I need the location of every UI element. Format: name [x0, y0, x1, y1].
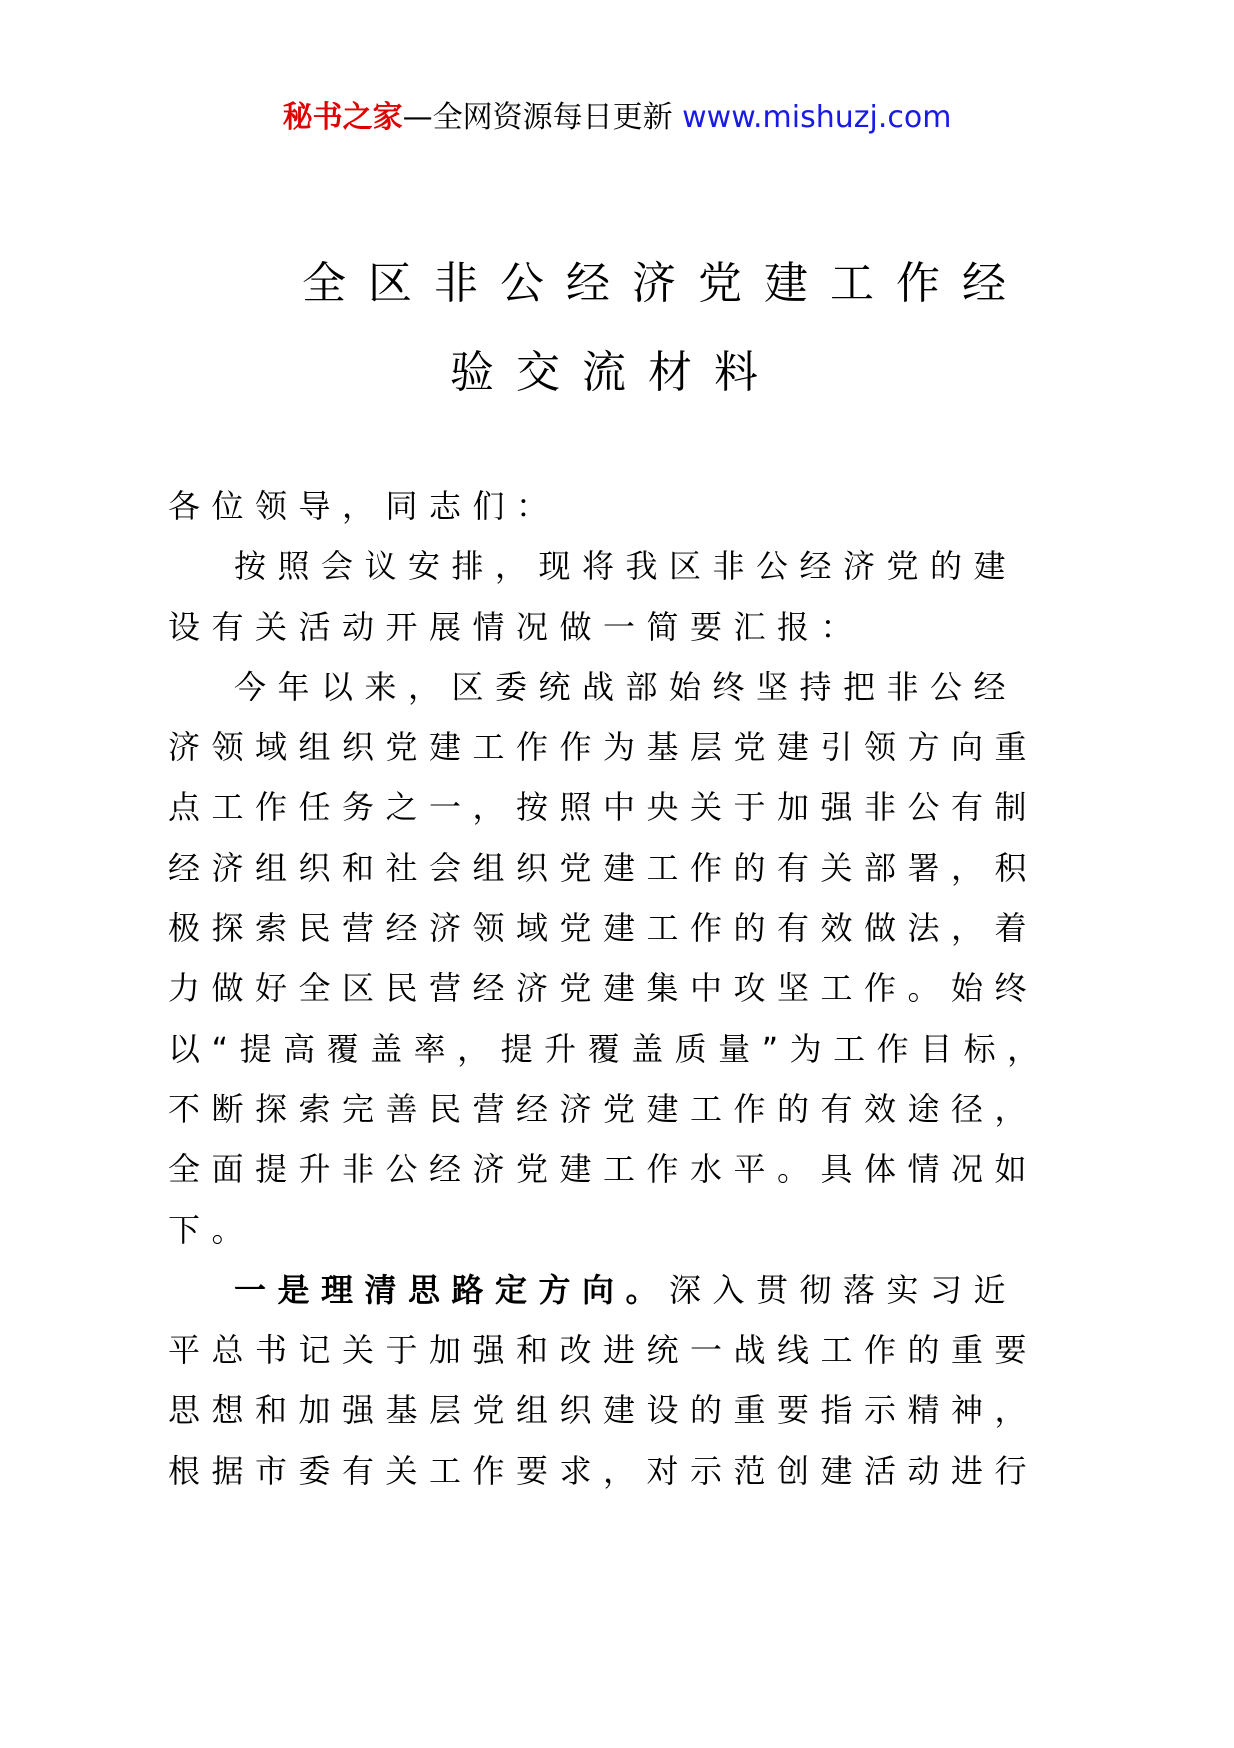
section-1-heading: 一是理清思路定方向。: [234, 1270, 670, 1309]
paragraph-line: 极探索民营经济领域党建工作的有效做法，着: [168, 909, 1039, 948]
paragraph-line: 今年以来，区委统战部始终坚持把非公经: [234, 667, 1018, 706]
document-title-line-1: 全区非公经济党建工作经: [302, 258, 1028, 309]
document-body: [168, 476, 1088, 1501]
paragraph-line: 平总书记关于加强和改进统一战线工作的重要: [168, 1331, 1039, 1370]
paragraph-line: 设有关活动开展情况做一简要汇报：: [168, 607, 865, 646]
paragraph-line: 经济组织和社会组织党建工作的有关部署，积: [168, 848, 1039, 887]
salutation: 各位领导，同志们：: [168, 487, 560, 525]
paragraph-line: 力做好全区民营经济党建集中攻坚工作。始终: [168, 969, 1039, 1008]
paragraph-line: 根据市委有关工作要求，对示范创建活动进行: [168, 1451, 1039, 1490]
site-url-link[interactable]: www.mishuzj.com: [682, 100, 952, 135]
site-header: [0, 98, 1234, 138]
paragraph-line: 全面提升非公经济党建工作水平。具体情况如: [168, 1150, 1039, 1189]
brand-name: 秘书之家: [282, 100, 403, 135]
paragraph-line: 下。: [168, 1210, 256, 1249]
paragraph-line: 思想和加强基层党组织建设的重要指示精神，: [168, 1391, 1039, 1430]
paragraph-line: 以“提高覆盖率，提升覆盖质量”为工作目标，: [168, 1029, 1051, 1068]
paragraph-line: 济领域组织党建工作作为基层党建引领方向重: [168, 728, 1039, 767]
header-slogan: —全网资源每日更新: [402, 100, 683, 135]
paragraph-line: 点工作任务之一，按照中央关于加强非公有制: [168, 788, 1039, 827]
section-1-lead-text: 深入贯彻落实习近: [669, 1270, 1018, 1309]
paragraph-line: 不断探索完善民营经济党建工作的有效途径，: [168, 1089, 1039, 1128]
document-title-line-2: 验交流材料: [450, 347, 780, 398]
section-1-first-line: [168, 1260, 1088, 1320]
paragraph-line: 按照会议安排，现将我区非公经济党的建: [234, 547, 1018, 586]
